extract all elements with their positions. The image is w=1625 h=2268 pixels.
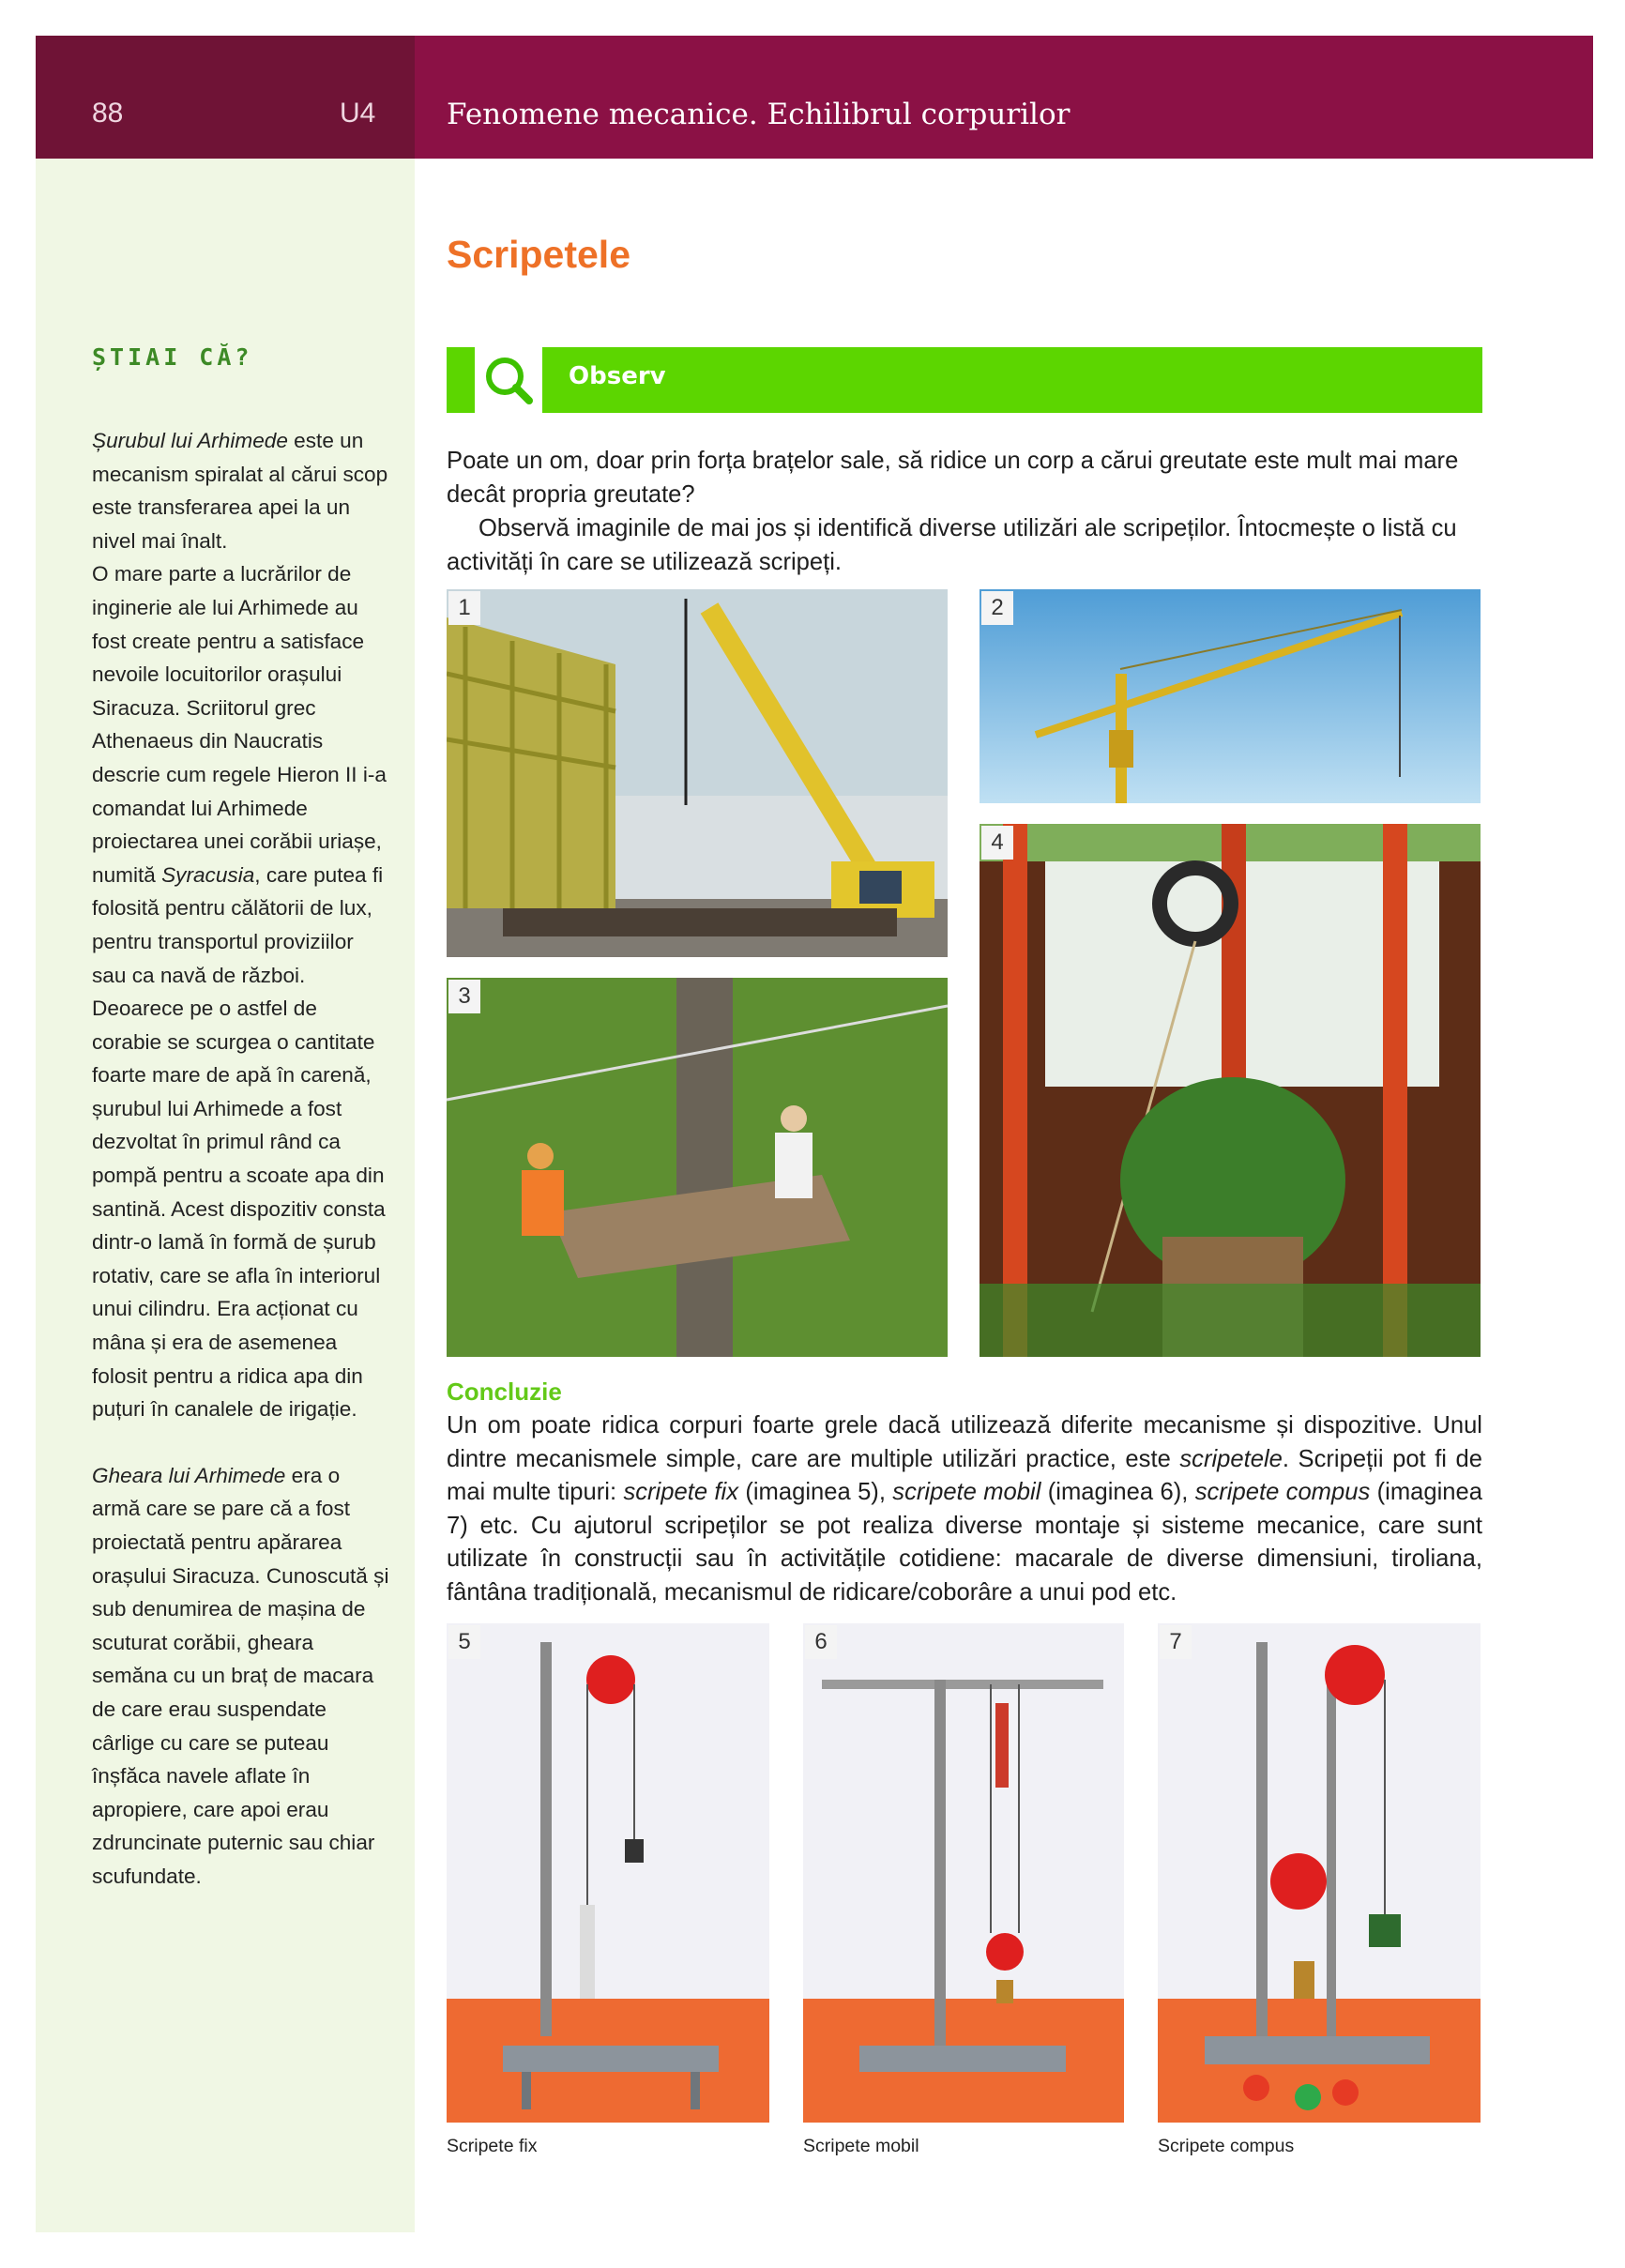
unit-label: U4	[340, 98, 376, 129]
photo-number-5: 5	[448, 1625, 480, 1659]
conclusion-paragraph	[447, 1409, 1482, 1610]
term-pulley: scripetele	[1179, 1445, 1283, 1472]
photo-zipline	[447, 978, 948, 1357]
section-title: Scripetele	[447, 233, 630, 276]
photo-number-1: 1	[448, 591, 480, 625]
term-fixed-pulley: scripete fix	[623, 1479, 738, 1506]
caption-compound-pulley: Scripete compus	[1158, 2136, 1295, 2156]
sidebar-text-3b: era o armă care se pare că a fost proiectată pentru apărarea orașului Siracuza. Cunoscută și sub denumirea de mașina de scuturat corăbii, gheara semăna cu un braț de macara de care erau suspendate cârlige cu care se puteau înșfăca navele aflate în apropiere, care apoi erau zdruncinate puternic sau chiar scufundate.	[92, 1463, 389, 1888]
sidebar-term-claw: Gheara lui Arhimede	[92, 1463, 286, 1487]
caption-movable-pulley: Scripete mobil	[803, 2136, 919, 2156]
question-paragraph: Poate un om, doar prin forța brațelor sale, să ridice un corp a cărui greutate este mult mai mare decât propria greutate?	[447, 448, 1459, 508]
sidebar-term-syracusia: Syracusia	[161, 862, 255, 887]
magnifier-icon	[475, 347, 542, 413]
conclusion-text-5: (imaginea 5),	[738, 1479, 893, 1506]
photo-well-pulley	[980, 824, 1481, 1357]
photo-number-2: 2	[981, 591, 1013, 625]
photo-fixed-pulley	[447, 1623, 769, 2123]
sidebar-text	[92, 424, 390, 1894]
sidebar-paragraph-3	[92, 1459, 390, 1894]
page-number: 88	[92, 98, 124, 129]
caption-fixed-pulley: Scripete fix	[447, 2136, 538, 2156]
chapter-title: Fenomene mecanice. Echilibrul corpurilor	[447, 98, 1071, 131]
sidebar-paragraph-2	[92, 557, 390, 1425]
term-movable-pulley: scripete mobil	[892, 1479, 1041, 1506]
sidebar-paragraph-1	[92, 424, 390, 557]
photo-number-3: 3	[448, 980, 480, 1013]
sidebar-text-2c: , care putea fi folosită pentru călătorii de lux, pentru transportul proviziilor sau ca navă de război. Deoarece pe o astfel de corabie se scurgea o cantitate foarte mare de apă în carenă, șurubul lui Arhimede a fost dezvoltat în primul rând ca pompă pentru a scoate apa din santină. Acest dispozitiv consta dintr-o lamă în formă de șurub rotativ, care se afla în interiorul unui cilindru. Era acționat cu mâna și era de asemenea folosit pentru a ridica apa din puțuri în canalele de irigație.	[92, 862, 386, 1422]
photo-movable-pulley	[803, 1623, 1124, 2123]
photo-tower-crane	[980, 589, 1481, 803]
sidebar-term-screw: Șurubul lui Arhimede	[92, 429, 288, 452]
sidebar-title: ȘTIAI CĂ?	[92, 343, 253, 371]
conclusion-text-9: (imaginea 7) etc. Cu ajutorul scripeților se pot realiza diverse montaje și sisteme mecanice, care sunt utilizate în construcții sau în activitățile cotidiene: macarale de diverse dimensiuni, tiroliana, fântâna tradițională, mecanismul de ridicare/coborâre a unui pod etc.	[447, 1479, 1482, 1606]
conclusion-heading: Concluzie	[447, 1378, 562, 1406]
sidebar-text-2a: O mare parte a lucrărilor de inginerie ale lui Arhimede au fost create pentru a satisface nevoile locuitorilor orașului Siracuza. Scriitorul grec Athenaeus din Naucratis descrie cum regele Hieron II i-a comandat lui Arhimede proiectarea unei corăbii uriașe, numită	[92, 562, 387, 887]
conclusion-text-7: (imaginea 6),	[1040, 1479, 1195, 1506]
observ-label: Observ	[569, 362, 666, 390]
term-compound-pulley: scripete compus	[1194, 1479, 1371, 1506]
photo-crane-truck	[447, 589, 948, 957]
instruction-paragraph: Observă imaginile de mai jos și identifică diverse utilizări ale scripeților. Întocmește o listă cu activități în care se utilizează scripeți.	[447, 515, 1457, 575]
photo-number-6: 6	[805, 1625, 837, 1659]
conclusion-text-3: . Scripeții pot fi de mai multe tipuri:	[447, 1445, 1482, 1506]
photo-number-7: 7	[1160, 1625, 1192, 1659]
photo-compound-pulley	[1158, 1623, 1481, 2123]
photo-number-4: 4	[981, 826, 1013, 860]
conclusion-text-1: Un om poate ridica corpuri foarte grele dacă utilizează diferite mecanisme și dispozitive. Unul dintre mecanismele simple, care are multiple utilizări practice, este	[447, 1412, 1482, 1472]
sidebar-text-1b: este un mecanism spiralat al cărui scop este transferarea apei la un nivel mai înalt.	[92, 429, 388, 553]
